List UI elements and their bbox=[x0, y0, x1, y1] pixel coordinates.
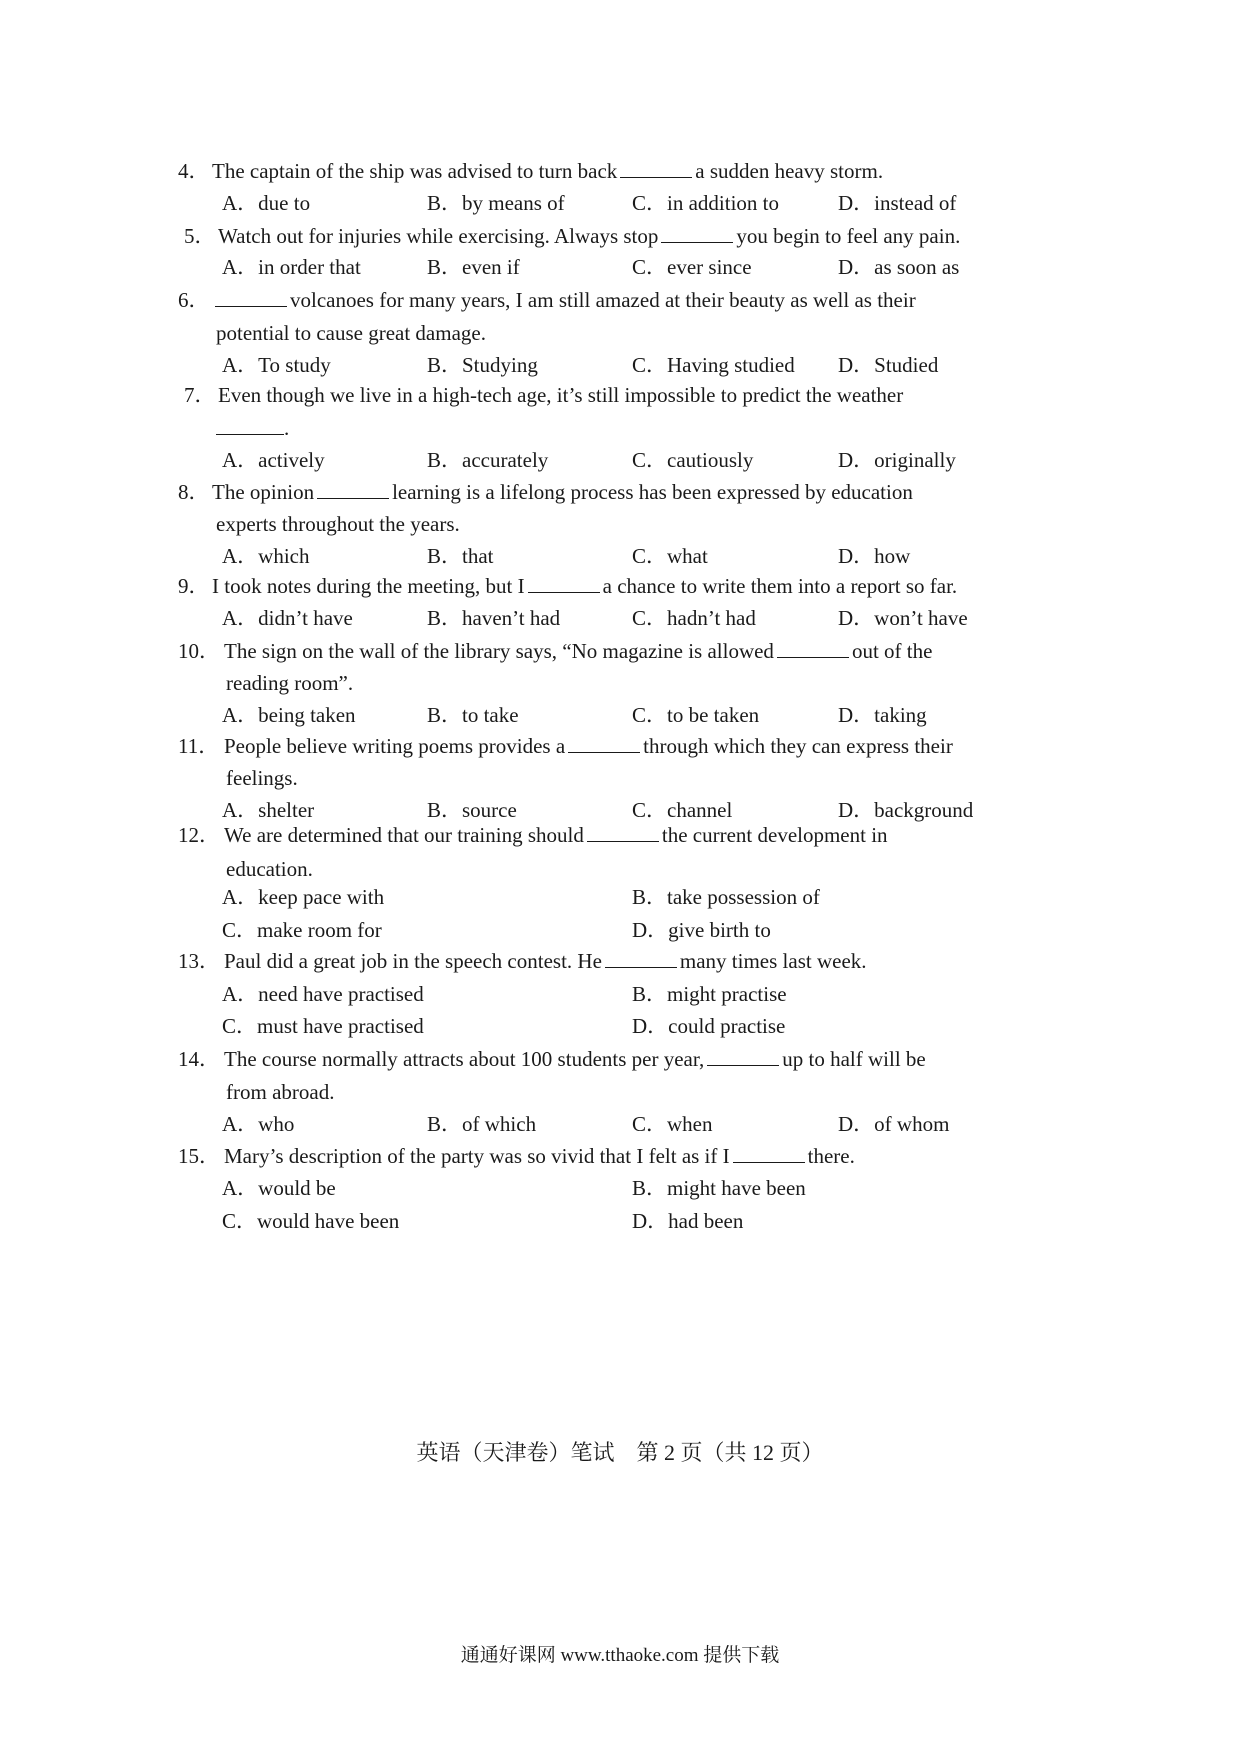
question-stem bbox=[178, 289, 1028, 311]
question-text: there. bbox=[807, 1144, 855, 1168]
answer-option: A．in order that bbox=[222, 255, 361, 279]
answer-option: B．might have been bbox=[632, 1176, 806, 1200]
answer-blank bbox=[215, 290, 287, 307]
answer-option: A．shelter bbox=[222, 798, 315, 822]
question-number: 9． bbox=[178, 574, 210, 598]
question-number: 10． bbox=[178, 639, 220, 663]
question-stem bbox=[178, 950, 1028, 972]
question-stem bbox=[178, 160, 1028, 182]
answer-option: C．hadn’t had bbox=[632, 606, 756, 630]
answer-option: D．instead of bbox=[838, 191, 957, 215]
question-text: Paul did a great job in the speech contest. He bbox=[224, 949, 602, 973]
answer-option: A．To study bbox=[222, 353, 331, 377]
question-stem bbox=[178, 640, 1028, 662]
answer-option: D．of whom bbox=[838, 1112, 950, 1136]
answer-option: C．make room for bbox=[222, 918, 382, 942]
answer-option: C．cautiously bbox=[632, 448, 754, 472]
question-text: The opinion bbox=[212, 480, 315, 504]
answer-blank bbox=[317, 482, 389, 499]
continuation-text: from abroad. bbox=[226, 1080, 335, 1104]
question-text: Mary’s description of the party was so vivid that I felt as if I bbox=[224, 1144, 730, 1168]
answer-option: D．could practise bbox=[632, 1014, 786, 1038]
question-text: The course normally attracts about 100 students per year, bbox=[224, 1047, 705, 1071]
question-number: 6． bbox=[178, 288, 210, 312]
answer-blank bbox=[568, 736, 640, 753]
question-number: 14． bbox=[178, 1047, 220, 1071]
question-text: People believe writing poems provides a bbox=[224, 734, 566, 758]
answer-option: C．when bbox=[632, 1112, 713, 1136]
question-text: Even though we live in a high-tech age, it’s still impossible to predict the weather bbox=[218, 383, 904, 407]
question-text: We are determined that our training should bbox=[224, 823, 584, 847]
page-footer: 英语（天津卷）笔试 第 2 页（共 12 页） bbox=[416, 1440, 824, 1465]
answer-option: A．didn’t have bbox=[222, 606, 353, 630]
answer-option: B．even if bbox=[427, 255, 520, 279]
question-number: 11． bbox=[178, 734, 220, 758]
question-continuation bbox=[226, 672, 353, 694]
answer-option: C．must have practised bbox=[222, 1014, 424, 1038]
answer-option: D．as soon as bbox=[838, 255, 960, 279]
question-continuation bbox=[216, 513, 460, 535]
question-text: The sign on the wall of the library says, “No magazine is allowed bbox=[224, 639, 774, 663]
question-text: a sudden heavy storm. bbox=[695, 159, 884, 183]
question-continuation bbox=[226, 858, 313, 880]
answer-option: A．keep pace with bbox=[222, 885, 385, 909]
answer-option: C．would have been bbox=[222, 1209, 400, 1233]
answer-option: D．Studied bbox=[838, 353, 939, 377]
continuation-text: experts throughout the years. bbox=[216, 512, 460, 536]
answer-option: A．actively bbox=[222, 448, 325, 472]
answer-option: B．Studying bbox=[427, 353, 538, 377]
question-text: learning is a lifelong process has been expressed by education bbox=[392, 480, 913, 504]
question-stem bbox=[178, 575, 1028, 597]
answer-option: A．who bbox=[222, 1112, 295, 1136]
question-text: a chance to write them into a report so far. bbox=[602, 574, 958, 598]
answer-blank bbox=[528, 576, 600, 593]
answer-blank bbox=[733, 1146, 805, 1163]
question-text: The captain of the ship was advised to turn back bbox=[212, 159, 618, 183]
answer-option: B．haven’t had bbox=[427, 606, 561, 630]
question-continuation bbox=[216, 417, 289, 439]
question-continuation bbox=[226, 1081, 334, 1103]
question-stem bbox=[184, 384, 1034, 406]
answer-option: B．source bbox=[427, 798, 517, 822]
answer-option: B．to take bbox=[427, 703, 519, 727]
answer-blank bbox=[777, 641, 849, 658]
answer-option: C．ever since bbox=[632, 255, 752, 279]
answer-option: D．give birth to bbox=[632, 918, 771, 942]
question-stem bbox=[178, 735, 1028, 757]
answer-blank bbox=[707, 1049, 779, 1066]
answer-option: B．by means of bbox=[427, 191, 565, 215]
question-text: many times last week. bbox=[679, 949, 867, 973]
answer-blank bbox=[587, 825, 659, 842]
answer-option: B．take possession of bbox=[632, 885, 820, 909]
answer-option: D．taking bbox=[838, 703, 927, 727]
question-number: 5． bbox=[184, 224, 216, 248]
answer-option: A．due to bbox=[222, 191, 311, 215]
question-text: Watch out for injuries while exercising. Always stop bbox=[218, 224, 659, 248]
question-stem bbox=[178, 1048, 1028, 1070]
answer-option: B．might practise bbox=[632, 982, 787, 1006]
question-text: up to half will be bbox=[782, 1047, 926, 1071]
answer-option: A．which bbox=[222, 544, 310, 568]
answer-option: D．had been bbox=[632, 1209, 744, 1233]
continuation-text: . bbox=[284, 416, 290, 440]
question-number: 15． bbox=[178, 1144, 220, 1168]
question-text: out of the bbox=[851, 639, 933, 663]
continuation-text: reading room”. bbox=[226, 671, 354, 695]
answer-option: C．to be taken bbox=[632, 703, 760, 727]
answer-option: D．how bbox=[838, 544, 911, 568]
answer-option: A．would be bbox=[222, 1176, 336, 1200]
answer-option: D．originally bbox=[838, 448, 956, 472]
answer-blank bbox=[216, 418, 284, 435]
question-continuation bbox=[226, 767, 298, 789]
source-line: 通通好课网 www.tthaoke.com 提供下载 bbox=[460, 1645, 780, 1666]
question-text: the current development in bbox=[661, 823, 888, 847]
answer-option: D．won’t have bbox=[838, 606, 968, 630]
answer-option: B．accurately bbox=[427, 448, 549, 472]
answer-option: B．that bbox=[427, 544, 494, 568]
answer-blank bbox=[620, 161, 692, 178]
continuation-text: potential to cause great damage. bbox=[216, 321, 486, 345]
answer-option: C．Having studied bbox=[632, 353, 795, 377]
answer-option: B．of which bbox=[427, 1112, 537, 1136]
question-text: I took notes during the meeting, but I bbox=[212, 574, 525, 598]
continuation-text: education. bbox=[226, 857, 313, 881]
question-number: 12． bbox=[178, 823, 220, 847]
question-number: 8． bbox=[178, 480, 210, 504]
question-number: 4． bbox=[178, 159, 210, 183]
question-text: through which they can express their bbox=[643, 734, 953, 758]
answer-option: D．background bbox=[838, 798, 974, 822]
question-text: you begin to feel any pain. bbox=[736, 224, 961, 248]
answer-option: A．being taken bbox=[222, 703, 356, 727]
answer-blank bbox=[605, 951, 677, 968]
question-continuation bbox=[216, 322, 486, 344]
question-text: volcanoes for many years, I am still amazed at their beauty as well as their bbox=[290, 288, 916, 312]
answer-option: C．in addition to bbox=[632, 191, 779, 215]
answer-option: C．what bbox=[632, 544, 708, 568]
answer-option: C．channel bbox=[632, 798, 733, 822]
question-stem bbox=[178, 1145, 1028, 1167]
question-stem bbox=[178, 824, 1028, 846]
continuation-text: feelings. bbox=[226, 766, 298, 790]
answer-blank bbox=[661, 226, 733, 243]
question-stem bbox=[178, 481, 1028, 503]
question-number: 7． bbox=[184, 383, 216, 407]
question-number: 13． bbox=[178, 949, 220, 973]
answer-option: A．need have practised bbox=[222, 982, 424, 1006]
question-stem bbox=[184, 225, 1034, 247]
